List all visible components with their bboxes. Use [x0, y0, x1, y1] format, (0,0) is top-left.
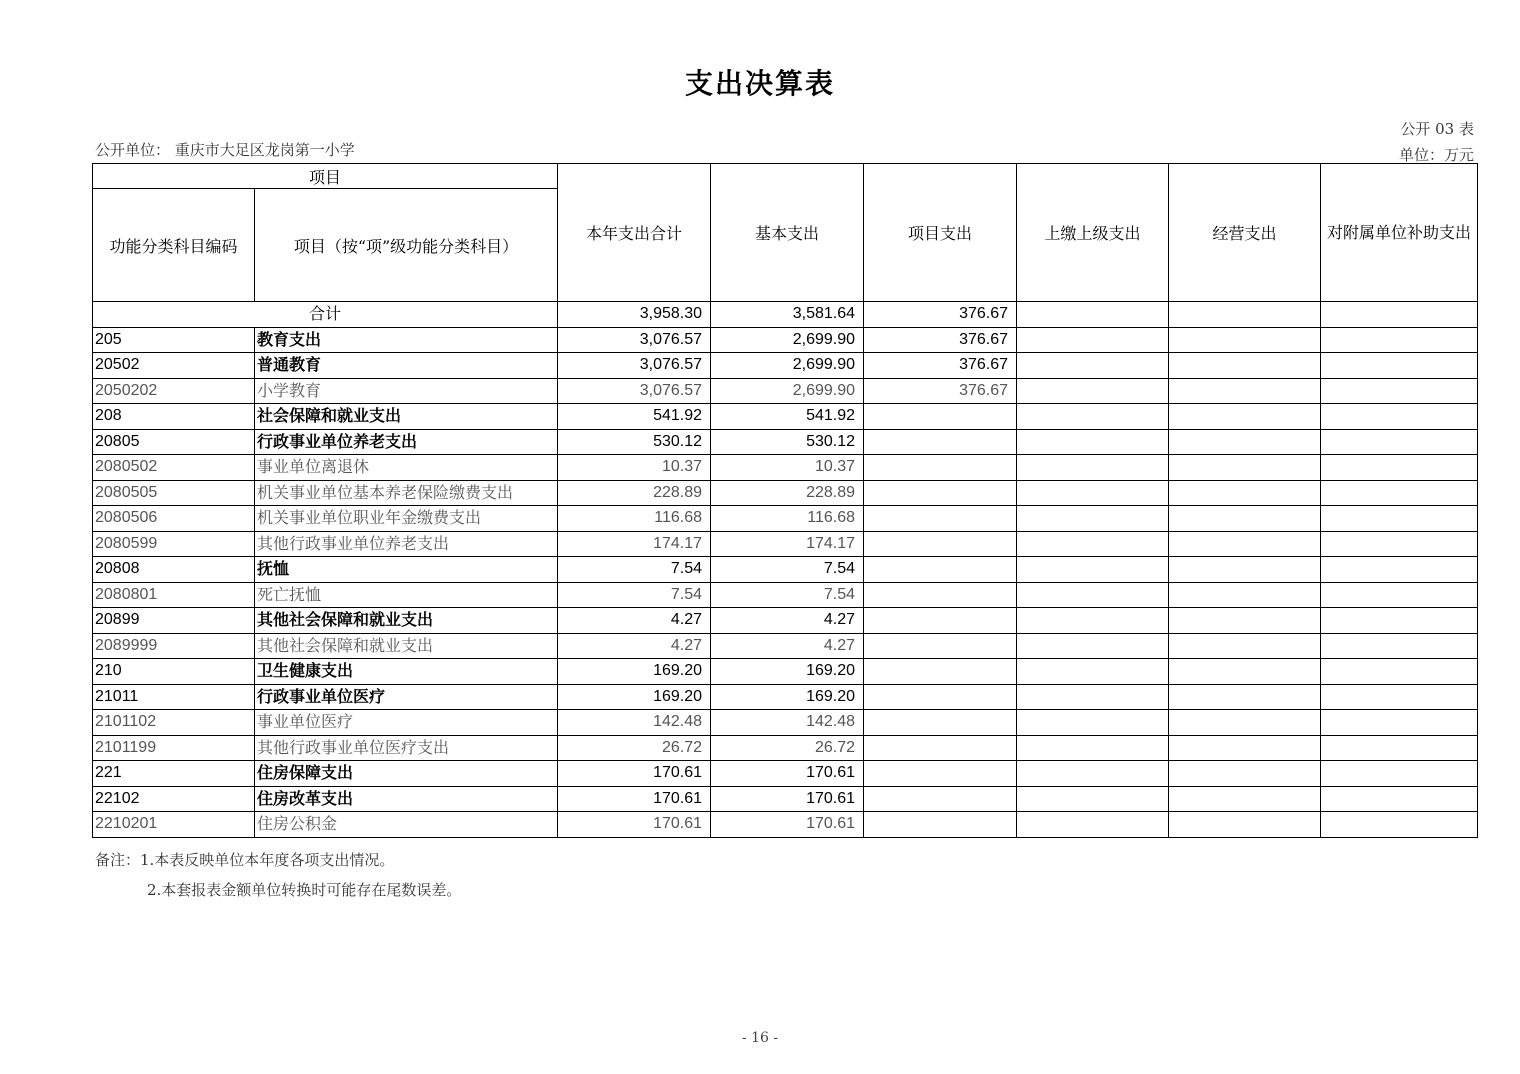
- row-basic: 174.17: [711, 531, 864, 557]
- row-upper: [1017, 812, 1169, 838]
- row-upper: [1017, 404, 1169, 430]
- row-subsidy: [1321, 429, 1478, 455]
- table-row: [93, 710, 1478, 736]
- row-upper: [1017, 455, 1169, 481]
- row-basic: 10.37: [711, 455, 864, 481]
- row-subsidy: [1321, 684, 1478, 710]
- row-basic: 169.20: [711, 659, 864, 685]
- header-total: 本年支出合计: [558, 164, 711, 302]
- row-code: 2101199: [93, 735, 255, 761]
- row-name: 小学教育: [255, 378, 558, 404]
- row-subsidy: [1321, 582, 1478, 608]
- row-total: 170.61: [558, 812, 711, 838]
- row-basic: 530.12: [711, 429, 864, 455]
- row-subsidy: [1321, 455, 1478, 481]
- row-subsidy: [1321, 506, 1478, 532]
- row-name: 事业单位离退休: [255, 455, 558, 481]
- row-project: [864, 684, 1017, 710]
- row-upper: [1017, 710, 1169, 736]
- table-row: [93, 506, 1478, 532]
- row-total: 3,076.57: [558, 327, 711, 353]
- row-project: 376.67: [864, 378, 1017, 404]
- table-row: [93, 327, 1478, 353]
- expenditure-table: [92, 163, 1478, 838]
- row-upper: [1017, 659, 1169, 685]
- row-subsidy: [1321, 786, 1478, 812]
- table-row: [93, 404, 1478, 430]
- row-project: [864, 582, 1017, 608]
- row-total: 7.54: [558, 582, 711, 608]
- row-basic: 169.20: [711, 684, 864, 710]
- row-subsidy: [1321, 327, 1478, 353]
- table-row: [93, 761, 1478, 787]
- row-business: [1169, 429, 1321, 455]
- row-upper: [1017, 531, 1169, 557]
- row-code: 20808: [93, 557, 255, 583]
- row-basic: 2,699.90: [711, 353, 864, 379]
- row-basic: 116.68: [711, 506, 864, 532]
- row-code: 2080801: [93, 582, 255, 608]
- row-business: [1169, 659, 1321, 685]
- row-upper: [1017, 378, 1169, 404]
- table-row: [93, 633, 1478, 659]
- currency-unit: 单位：万元: [1398, 146, 1474, 164]
- row-name: 卫生健康支出: [255, 659, 558, 685]
- row-basic: 26.72: [711, 735, 864, 761]
- row-total: 541.92: [558, 404, 711, 430]
- row-project: 376.67: [864, 353, 1017, 379]
- table-row: [93, 353, 1478, 379]
- row-upper: [1017, 480, 1169, 506]
- row-basic: 170.61: [711, 761, 864, 787]
- row-subsidy: [1321, 761, 1478, 787]
- reporting-unit: 公开单位： 重庆市大足区龙岗第一小学: [95, 141, 355, 159]
- row-business: [1169, 582, 1321, 608]
- table-row: [93, 684, 1478, 710]
- total-subsidy: [1321, 302, 1478, 328]
- row-project: [864, 761, 1017, 787]
- row-total: 4.27: [558, 608, 711, 634]
- table-row: [93, 480, 1478, 506]
- row-total: 116.68: [558, 506, 711, 532]
- row-subsidy: [1321, 608, 1478, 634]
- row-code: 20899: [93, 608, 255, 634]
- note-2: 2.本套报表金额单位转换时可能存在尾数误差。: [147, 881, 462, 899]
- row-business: [1169, 735, 1321, 761]
- row-business: [1169, 378, 1321, 404]
- row-project: [864, 710, 1017, 736]
- row-basic: 2,699.90: [711, 327, 864, 353]
- total-business: [1169, 302, 1321, 328]
- row-basic: 4.27: [711, 608, 864, 634]
- row-total: 530.12: [558, 429, 711, 455]
- total-row: [93, 302, 1478, 328]
- row-basic: 2,699.90: [711, 378, 864, 404]
- row-project: [864, 404, 1017, 430]
- row-project: 376.67: [864, 327, 1017, 353]
- total-upper: [1017, 302, 1169, 328]
- row-name: 机关事业单位职业年金缴费支出: [255, 506, 558, 532]
- row-business: [1169, 812, 1321, 838]
- row-business: [1169, 506, 1321, 532]
- row-code: 2080506: [93, 506, 255, 532]
- row-business: [1169, 327, 1321, 353]
- row-code: 2089999: [93, 633, 255, 659]
- header-basic: 基本支出: [711, 164, 864, 302]
- header-project: 项目支出: [864, 164, 1017, 302]
- row-business: [1169, 404, 1321, 430]
- table-body: [93, 302, 1478, 838]
- row-total: 170.61: [558, 761, 711, 787]
- row-basic: 7.54: [711, 582, 864, 608]
- row-code: 221: [93, 761, 255, 787]
- row-name: 行政事业单位医疗: [255, 684, 558, 710]
- row-basic: 142.48: [711, 710, 864, 736]
- row-total: 228.89: [558, 480, 711, 506]
- row-business: [1169, 761, 1321, 787]
- table-number: 公开 03 表: [1400, 120, 1474, 138]
- row-project: [864, 531, 1017, 557]
- row-name: 住房公积金: [255, 812, 558, 838]
- header-upper: 上缴上级支出: [1017, 164, 1169, 302]
- row-name: 住房改革支出: [255, 786, 558, 812]
- row-name: 抚恤: [255, 557, 558, 583]
- row-subsidy: [1321, 659, 1478, 685]
- table-row: [93, 378, 1478, 404]
- row-business: [1169, 557, 1321, 583]
- row-name: 行政事业单位养老支出: [255, 429, 558, 455]
- row-upper: [1017, 608, 1169, 634]
- row-code: 2080502: [93, 455, 255, 481]
- row-subsidy: [1321, 633, 1478, 659]
- row-upper: [1017, 735, 1169, 761]
- page-number: - 16 -: [741, 1030, 779, 1046]
- row-subsidy: [1321, 557, 1478, 583]
- row-name: 死亡抚恤: [255, 582, 558, 608]
- row-business: [1169, 633, 1321, 659]
- row-subsidy: [1321, 378, 1478, 404]
- row-basic: 541.92: [711, 404, 864, 430]
- row-subsidy: [1321, 710, 1478, 736]
- row-subsidy: [1321, 353, 1478, 379]
- header-code: 功能分类科目编码: [93, 189, 255, 302]
- row-project: [864, 455, 1017, 481]
- row-name: 其他行政事业单位医疗支出: [255, 735, 558, 761]
- header-name: 项目（按“项”级功能分类科目）: [255, 189, 558, 302]
- header-project-group: 项目: [93, 164, 558, 189]
- row-basic: 4.27: [711, 633, 864, 659]
- row-business: [1169, 455, 1321, 481]
- row-total: 4.27: [558, 633, 711, 659]
- row-upper: [1017, 557, 1169, 583]
- row-total: 3,076.57: [558, 378, 711, 404]
- row-code: 2050202: [93, 378, 255, 404]
- row-code: 2080505: [93, 480, 255, 506]
- row-upper: [1017, 582, 1169, 608]
- row-code: 208: [93, 404, 255, 430]
- row-subsidy: [1321, 735, 1478, 761]
- row-code: 20805: [93, 429, 255, 455]
- row-project: [864, 506, 1017, 532]
- table-row: [93, 659, 1478, 685]
- row-basic: 7.54: [711, 557, 864, 583]
- row-code: 2210201: [93, 812, 255, 838]
- total-label: 合计: [93, 302, 558, 328]
- row-project: [864, 812, 1017, 838]
- row-upper: [1017, 353, 1169, 379]
- row-business: [1169, 531, 1321, 557]
- row-project: [864, 659, 1017, 685]
- row-code: 22102: [93, 786, 255, 812]
- row-name: 住房保障支出: [255, 761, 558, 787]
- row-project: [864, 480, 1017, 506]
- row-total: 10.37: [558, 455, 711, 481]
- total-project: 376.67: [864, 302, 1017, 328]
- table-row: [93, 531, 1478, 557]
- row-name: 事业单位医疗: [255, 710, 558, 736]
- total-basic: 3,581.64: [711, 302, 864, 328]
- row-upper: [1017, 429, 1169, 455]
- row-project: [864, 735, 1017, 761]
- row-subsidy: [1321, 812, 1478, 838]
- row-total: 174.17: [558, 531, 711, 557]
- row-business: [1169, 710, 1321, 736]
- table-row: [93, 557, 1478, 583]
- table-row: [93, 786, 1478, 812]
- table-row: [93, 735, 1478, 761]
- row-project: [864, 557, 1017, 583]
- row-project: [864, 633, 1017, 659]
- table-row: [93, 582, 1478, 608]
- row-basic: 228.89: [711, 480, 864, 506]
- row-project: [864, 429, 1017, 455]
- row-business: [1169, 480, 1321, 506]
- notes: [95, 845, 461, 905]
- row-code: 21011: [93, 684, 255, 710]
- row-subsidy: [1321, 404, 1478, 430]
- row-upper: [1017, 761, 1169, 787]
- row-project: [864, 786, 1017, 812]
- row-total: 170.61: [558, 786, 711, 812]
- row-code: 210: [93, 659, 255, 685]
- row-upper: [1017, 786, 1169, 812]
- row-total: 142.48: [558, 710, 711, 736]
- row-subsidy: [1321, 531, 1478, 557]
- row-upper: [1017, 633, 1169, 659]
- row-business: [1169, 608, 1321, 634]
- row-upper: [1017, 506, 1169, 532]
- row-code: 20502: [93, 353, 255, 379]
- row-total: 3,076.57: [558, 353, 711, 379]
- row-code: 205: [93, 327, 255, 353]
- row-name: 普通教育: [255, 353, 558, 379]
- row-project: [864, 608, 1017, 634]
- header-subsidy: 对附属单位补助支出: [1321, 164, 1478, 302]
- row-business: [1169, 684, 1321, 710]
- row-code: 2080599: [93, 531, 255, 557]
- total-amount: 3,958.30: [558, 302, 711, 328]
- table-row: [93, 608, 1478, 634]
- row-subsidy: [1321, 480, 1478, 506]
- row-name: 其他社会保障和就业支出: [255, 608, 558, 634]
- table-row: [93, 429, 1478, 455]
- row-upper: [1017, 327, 1169, 353]
- row-business: [1169, 786, 1321, 812]
- row-basic: 170.61: [711, 812, 864, 838]
- row-name: 机关事业单位基本养老保险缴费支出: [255, 480, 558, 506]
- row-name: 教育支出: [255, 327, 558, 353]
- row-upper: [1017, 684, 1169, 710]
- row-total: 169.20: [558, 659, 711, 685]
- row-name: 其他社会保障和就业支出: [255, 633, 558, 659]
- row-name: 其他行政事业单位养老支出: [255, 531, 558, 557]
- row-total: 26.72: [558, 735, 711, 761]
- row-total: 7.54: [558, 557, 711, 583]
- row-code: 2101102: [93, 710, 255, 736]
- row-business: [1169, 353, 1321, 379]
- table-row: [93, 812, 1478, 838]
- row-basic: 170.61: [711, 786, 864, 812]
- table-row: [93, 455, 1478, 481]
- row-total: 169.20: [558, 684, 711, 710]
- note-1: 备注：1.本表反映单位本年度各项支出情况。: [95, 851, 395, 869]
- row-name: 社会保障和就业支出: [255, 404, 558, 430]
- page-title: 支出决算表: [684, 67, 835, 100]
- header-business: 经营支出: [1169, 164, 1321, 302]
